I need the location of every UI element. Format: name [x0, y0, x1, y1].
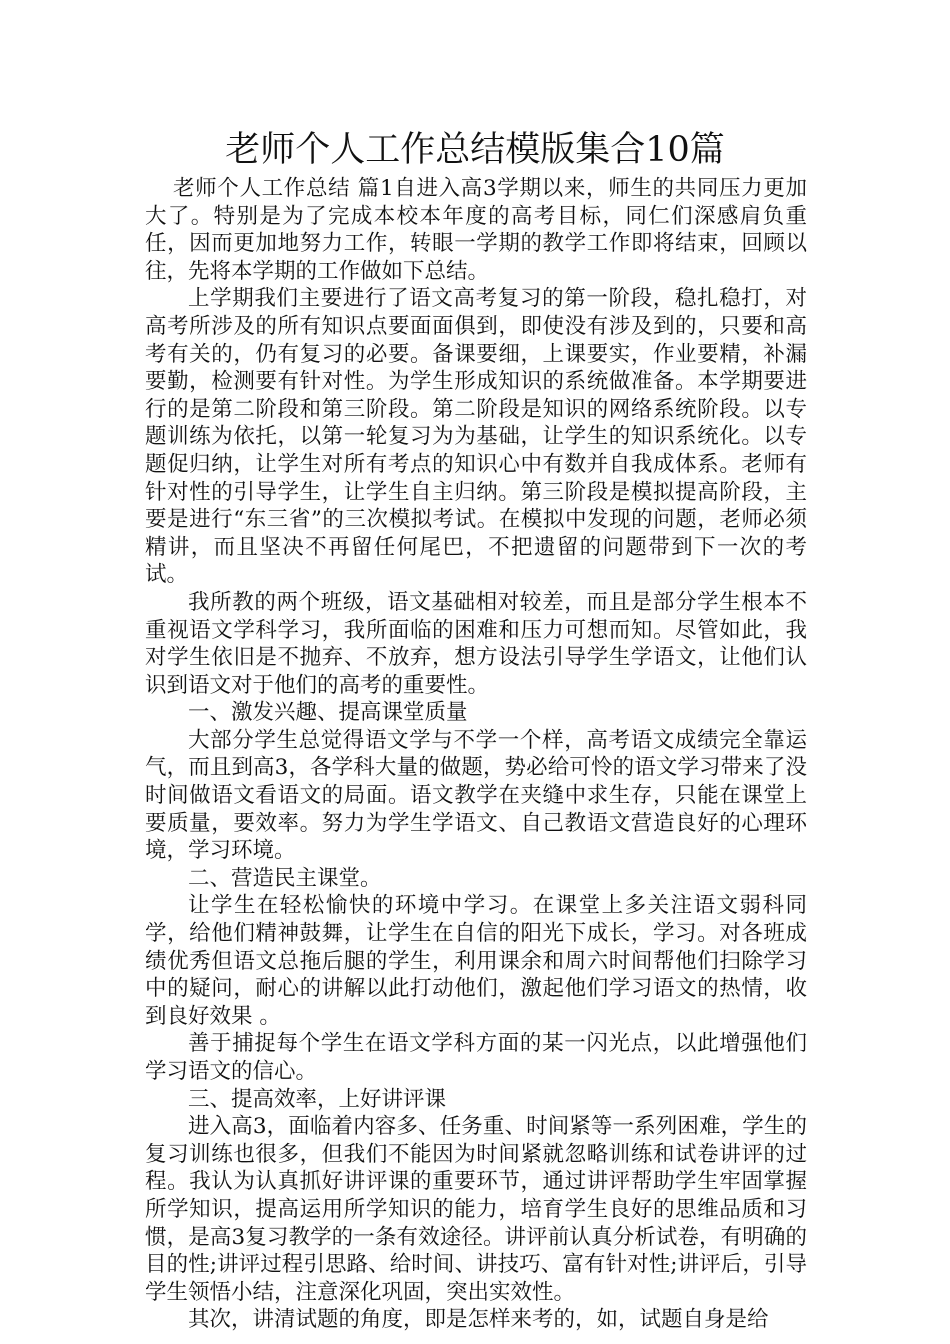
section-heading: 一、激发兴趣、提高课堂质量 [188, 700, 468, 726]
paragraph: 我所教的两个班级，语文基础相对较差，而且是部分学生根本不重视语文学科学习，我所面临的困难和压力可想而知。尽管如此，我对学生依旧是不抛弃、不放弃，想方设法引导学生学语文，让他们认识到语文对于他们的高考的重要性。 [145, 589, 807, 698]
paragraph: 上学期我们主要进行了语文高考复习的第一阶段，稳扎稳打，对高考所涉及的所有知识点要面面俱到，即使没有涉及到的，只要和高考有关的，仍有复习的必要。备课要细，上课要实，作业要精，补漏要勤，检测要有针对性。为学生形成知识的系统做准备。本学期要进行的是第二阶段和第三阶段。第二阶段是知识的网络系统阶段。以专题训练为依托，以第一轮复习为为基础，让学生的知识系统化。以专题促归纳，让学生对所有考点的知识心中有数并自我成体系。老师有针对性的引导学生，让学生自主归纳。第三阶段是模拟提高阶段，主要是进行“东三省”的三次模拟考试。在模拟中发现的问题，老师必须精讲，而且坚决不再留任何尾巴，不把遗留的问题带到下一次的考试。 [145, 286, 807, 588]
document-title: 老师个人工作总结模版集合10篇 [225, 130, 725, 170]
paragraph: 老师个人工作总结 篇1自进入高3学期以来，师生的共同压力更加大了。特别是为了完成本校本年度的高考目标，同仁们深感肩负重任，因而更加地努力工作，转眼一学期的教学工作即将结束，回顾以往，先将本学期的工作做如下总结。 [145, 176, 807, 284]
paragraph: 大部分学生总觉得语文学与不学一个样，高考语文成绩完全靠运气，而且到高3，各学科大量的做题，势必给可怜的语文学习带来了没时间做语文看语文的局面。语文教学在夹缝中求生存，只能在课堂上要质量，要效率。努力为学生学语文、自己教语文营造良好的心理环境，学习环境。 [145, 727, 807, 864]
document-body [145, 175, 807, 1334]
paragraph: 让学生在轻松愉快的环境中学习。在课堂上多关注语文弱科同学，给他们精神鼓舞，让学生在自信的阳光下成长，学习。对各班成绩优秀但语文总拖后腿的学生，利用课余和周六时间帮他们扫除学习中的疑问，耐心的讲解以此打动他们，激起他们学习语文的热情，收到良好效果 。 [145, 893, 807, 1029]
paragraph: 其次，讲清试题的角度，即是怎样来考的，如，试题自身是给 [188, 1307, 769, 1333]
paragraph: 进入高3，面临着内容多、任务重、时间紧等一系列困难，学生的复习训练也很多，但我们不能因为时间紧就忽略训练和试卷讲评的过程。我认为认真抓好讲评课的重要环节，通过讲评帮助学生牢固掌握所学知识，提高运用所学知识的能力，培育学生良好的思维品质和习惯，是高3复习教学的一条有效途径。讲评前认真分析试卷，有明确的目的性;讲评过程引思路、给时间、讲技巧、富有针对性;讲评后，引导学生领悟小结，注意深化巩固，突出实效性。 [145, 1114, 807, 1305]
section-heading: 二、营造民主课堂。 [188, 865, 382, 891]
section-heading: 三、提高效率，上好讲评课 [188, 1086, 447, 1112]
paragraph: 善于捕捉每个学生在语文学科方面的某一闪光点，以此增强他们学习语文的信心。 [145, 1031, 807, 1084]
